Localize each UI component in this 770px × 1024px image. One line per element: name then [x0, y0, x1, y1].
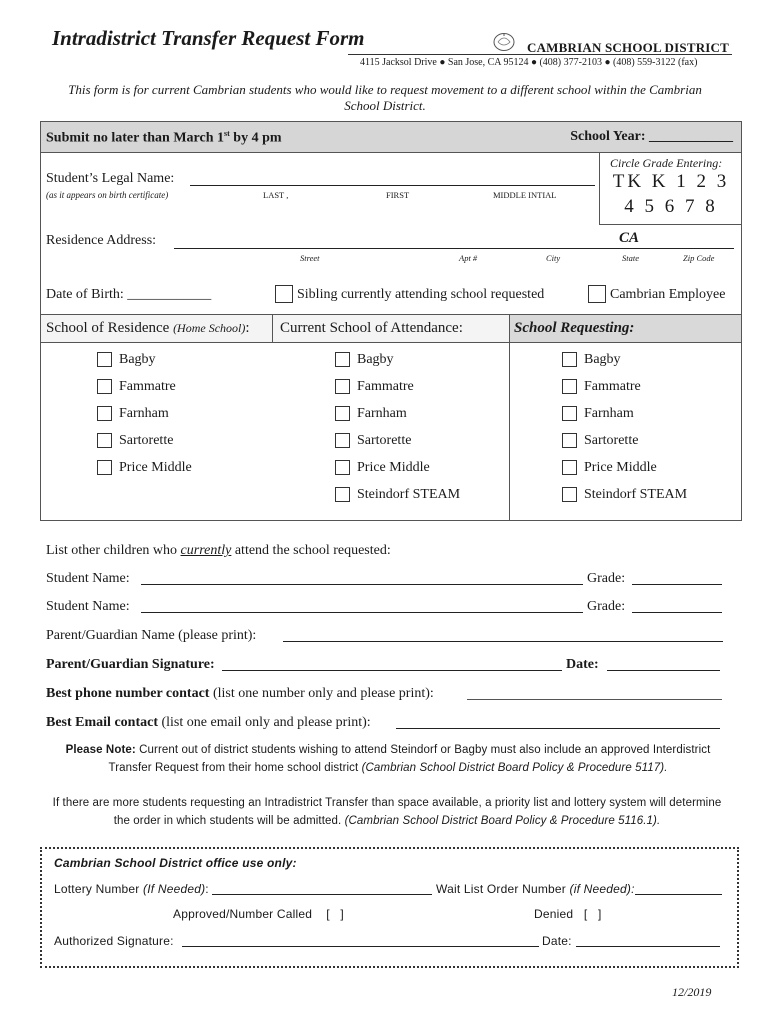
- student-name-field[interactable]: [190, 185, 595, 186]
- requesting-school-label: Fammatre: [584, 379, 641, 394]
- residence-sartorette-checkbox[interactable]: [97, 433, 112, 448]
- other-grade-1-field[interactable]: [632, 584, 722, 585]
- grade-caption: Circle Grade Entering:: [610, 156, 723, 170]
- current-fammatre-checkbox[interactable]: [335, 379, 350, 394]
- column-divider: [272, 314, 273, 343]
- other-student-1-label: Student Name:: [46, 571, 130, 586]
- current-school-label: Sartorette: [357, 433, 412, 448]
- email-field[interactable]: [396, 728, 720, 729]
- authorized-signature-field[interactable]: [182, 946, 539, 947]
- requesting-fammatre-checkbox[interactable]: [562, 379, 577, 394]
- please-note: Please Note: Current out of district students wishing to attend Steindorf or Bagby must also include an approved Interdistrict Transfer Request from their home school district (Cambrian School District Board Policy & Procedure 5117).: [65, 744, 711, 774]
- other-grade-2-label: Grade:: [587, 599, 626, 614]
- other-student-2-field[interactable]: [141, 612, 583, 613]
- apt-caption: Apt #: [459, 253, 478, 263]
- phone-label: Best phone number contact (list one number only and please print):: [46, 686, 434, 701]
- employee-checkbox[interactable]: [588, 285, 606, 303]
- other-student-1-field[interactable]: [141, 584, 583, 585]
- current-farnham-checkbox[interactable]: [335, 406, 350, 421]
- residence-school-label: Fammatre: [119, 379, 176, 394]
- residence-school-label: Farnham: [119, 406, 169, 421]
- residence-fammatre-checkbox[interactable]: [97, 379, 112, 394]
- residence-farnham-checkbox[interactable]: [97, 406, 112, 421]
- district-address: 4115 Jacksol Drive ● San Jose, CA 95124 ● (408) 377-2103 ● (408) 559-3122 (fax): [360, 57, 698, 68]
- form-intro: This form is for current Cambrian students who would like to request movement to a different school within the Cambrian School District.: [68, 82, 702, 113]
- requesting-steindorf-checkbox[interactable]: [562, 487, 577, 502]
- current-column-head: Current School of Attendance:: [280, 320, 463, 336]
- current-price-middle-checkbox[interactable]: [335, 460, 350, 475]
- column-divider: [509, 314, 510, 521]
- authorized-signature-label: Authorized Signature:: [54, 934, 174, 948]
- waitlist-field[interactable]: [635, 894, 722, 895]
- revision-date: 12/2019: [672, 985, 712, 999]
- current-sartorette-checkbox[interactable]: [335, 433, 350, 448]
- deadline-label: Submit no later than March 1st by 4 pm: [46, 129, 282, 146]
- district-logo-icon: [492, 32, 516, 52]
- parent-name-field[interactable]: [283, 641, 723, 642]
- current-school-label: Fammatre: [357, 379, 414, 394]
- sibling-checkbox[interactable]: [275, 285, 293, 303]
- email-label: Best Email contact (list one email only and please print):: [46, 715, 371, 730]
- requesting-school-label: Farnham: [584, 406, 634, 421]
- employee-label: Cambrian Employee: [610, 287, 726, 302]
- current-school-label: Steindorf STEAM: [357, 487, 461, 502]
- grade-row-2[interactable]: 4 5 6 7 8: [624, 196, 718, 217]
- residence-address-field[interactable]: [174, 248, 734, 249]
- residence-price-middle-checkbox[interactable]: [97, 460, 112, 475]
- parent-date-field[interactable]: [607, 670, 720, 671]
- residence-school-label: Sartorette: [119, 433, 174, 448]
- state-caption: State: [622, 253, 639, 263]
- lottery-number-label: Lottery Number (If Needed):: [54, 882, 209, 896]
- middle-initial-caption: MIDDLE INTIAL: [493, 190, 557, 200]
- residence-label: Residence Address:: [46, 233, 157, 248]
- school-year-field[interactable]: School Year: ____________: [570, 129, 733, 144]
- requesting-school-label: Bagby: [584, 352, 621, 367]
- current-school-label: Bagby: [357, 352, 394, 367]
- requesting-school-label: Sartorette: [584, 433, 639, 448]
- parent-name-label: Parent/Guardian Name (please print):: [46, 628, 257, 643]
- requesting-school-label: Steindorf STEAM: [584, 487, 688, 502]
- current-bagby-checkbox[interactable]: [335, 352, 350, 367]
- state-value: CA: [619, 230, 640, 246]
- current-school-label: Farnham: [357, 406, 407, 421]
- residence-bagby-checkbox[interactable]: [97, 352, 112, 367]
- waitlist-label: Wait List Order Number (if Needed):: [436, 882, 635, 896]
- grade-row-1[interactable]: TK K 1 2 3: [612, 171, 730, 192]
- lottery-number-field[interactable]: [212, 894, 432, 895]
- sibling-label: Sibling currently attending school requested: [297, 287, 545, 302]
- other-grade-1-label: Grade:: [587, 571, 626, 586]
- city-caption: City: [546, 253, 561, 263]
- requesting-price-middle-checkbox[interactable]: [562, 460, 577, 475]
- residence-column-head: School of Residence (Home School):: [46, 320, 250, 336]
- other-children-intro: List other children who currently attend the school requested:: [46, 543, 391, 558]
- deadline-bar: [41, 122, 741, 153]
- current-steindorf-checkbox[interactable]: [335, 487, 350, 502]
- parent-date-label: Date:: [566, 657, 599, 672]
- student-name-note: (as it appears on birth certificate): [46, 190, 169, 200]
- requesting-column-head: School Requesting:: [514, 320, 635, 336]
- district-name: CAMBRIAN SCHOOL DISTRICT: [527, 40, 730, 55]
- student-name-label: Student’s Legal Name:: [46, 171, 175, 186]
- first-name-caption: FIRST: [386, 190, 410, 200]
- office-date-label: Date:: [542, 934, 572, 948]
- phone-field[interactable]: [467, 699, 722, 700]
- last-name-caption: LAST ,: [263, 190, 289, 200]
- office-date-field[interactable]: [576, 946, 720, 947]
- residence-school-label: Price Middle: [119, 460, 192, 475]
- office-use-title: Cambrian School District office use only:: [54, 856, 297, 870]
- zip-caption: Zip Code: [683, 253, 715, 263]
- approved-field[interactable]: Approved/Number Called [ ]: [173, 907, 344, 921]
- other-grade-2-field[interactable]: [632, 612, 722, 613]
- form-title: Intradistrict Transfer Request Form: [52, 26, 365, 50]
- denied-field[interactable]: Denied [ ]: [534, 907, 602, 921]
- other-student-2-label: Student Name:: [46, 599, 130, 614]
- grade-selector: [599, 153, 741, 225]
- street-caption: Street: [300, 253, 320, 263]
- current-school-label: Price Middle: [357, 460, 430, 475]
- parent-signature-label: Parent/Guardian Signature:: [46, 657, 215, 672]
- requesting-sartorette-checkbox[interactable]: [562, 433, 577, 448]
- lottery-note: If there are more students requesting an Intradistrict Transfer than space available, a priority list and lottery system will determine the order in which students will be admitted. (Cambrian School District Board Policy & Procedure 5116.1).: [52, 797, 722, 827]
- requesting-bagby-checkbox[interactable]: [562, 352, 577, 367]
- residence-school-label: Bagby: [119, 352, 156, 367]
- requesting-farnham-checkbox[interactable]: [562, 406, 577, 421]
- parent-signature-field[interactable]: [222, 670, 562, 671]
- dob-field[interactable]: Date of Birth: ____________: [46, 287, 212, 302]
- requesting-school-label: Price Middle: [584, 460, 657, 475]
